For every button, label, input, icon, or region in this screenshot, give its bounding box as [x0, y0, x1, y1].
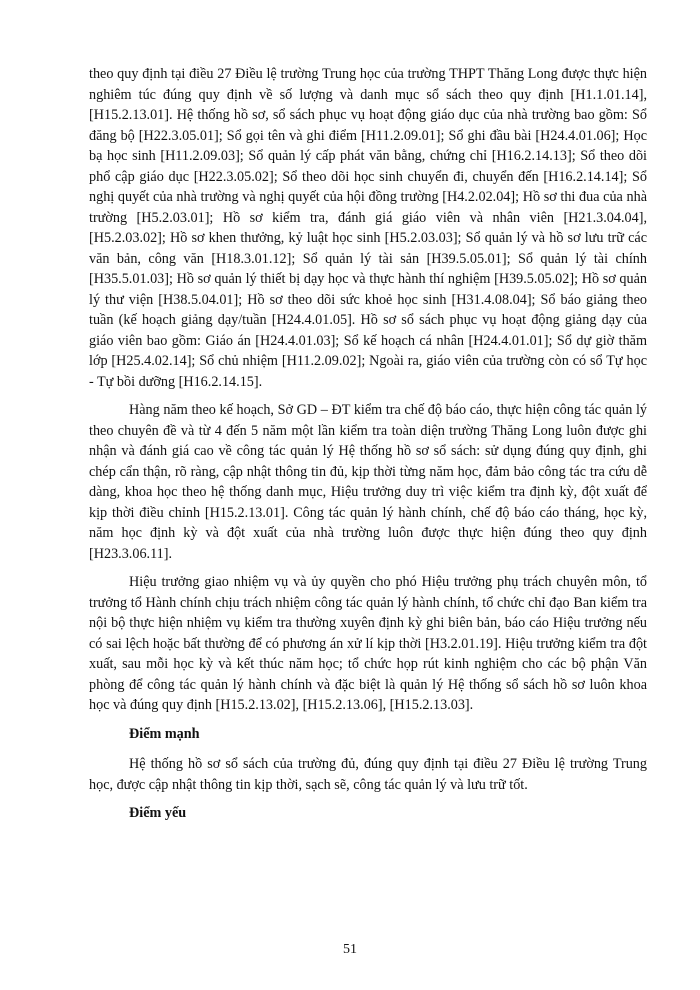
paragraph-inspection: Hàng năm theo kế hoạch, Sở GD – ĐT kiểm tra chế độ báo cáo, thực hiện công tác quản lý theo chuyên đề và từ 4 đến 5 năm một lần kiểm tra toàn diện trường Thăng Long luôn được ghi nhận và đánh giá cao về công tác quản lý Hệ thống hồ sơ sổ sách: sử dụng đúng quy định, ghi chép cẩn thận, rõ ràng, cập nhật thông tin đủ, kịp thời từng năm học, đảm bảo công tác tra cứu dễ dàng, khoa học theo hệ thống danh mục, Hiệu trưởng duy trì việc kiểm tra định kỳ, đột xuất để kịp thời điều chỉnh [H15.2.13.01]. Công tác quản lý hành chính, chế độ báo cáo tháng, học kỳ, năm học định kỳ và đột xuất của nhà trường luôn được thực hiện đúng theo quy định [H23.3.06.11].	[89, 402, 647, 562]
strengths-paragraph: Hệ thống hồ sơ sổ sách của trường đủ, đúng quy định tại điều 27 Điều lệ trường Trung học, được cập nhật thông tin kịp thời, sạch sẽ, công tác quản lý và lưu trữ tốt.	[89, 756, 647, 793]
page-body	[89, 64, 647, 834]
page-number: 51	[343, 942, 357, 957]
paragraph-continuation: theo quy định tại điều 27 Điều lệ trường Trung học của trường THPT Thăng Long được thực hiện nghiêm túc đúng quy định về số lượng và danh mục sổ sách theo quy định [H1.1.01.14], [H15.2.13.01]. Hệ thống hồ sơ, sổ sách phục vụ hoạt động giáo dục của nhà trường bao gồm: Sổ đăng bộ [H22.3.05.01]; Sổ gọi tên và ghi điểm [H11.2.09.01]; Sổ ghi đầu bài [H24.4.01.06]; Học bạ học sinh [H11.2.09.03]; Sổ quản lý cấp phát văn bằng, chứng chỉ [H16.2.14.13]; Sổ theo dõi phổ cập giáo dục [H22.3.05.02]; Sổ theo dõi học sinh chuyển đi, chuyển đến [H16.2.14.14]; Sổ nghị quyết của nhà trường và nghị quyết của hội đồng trường [H4.2.02.04]; Hồ sơ thi đua của nhà trường [H5.2.03.01]; Hồ sơ kiểm tra, đánh giá giáo viên và nhân viên [H21.3.04.04], [H5.2.03.02]; Hồ sơ khen thưởng, kỷ luật học sinh [H5.2.03.03]; Sổ quản lý và hồ sơ lưu trữ các văn bản, công văn [H18.3.01.12]; Sổ quản lý tài sản [H39.5.05.01]; Sổ quản lý tài chính [H35.5.01.03]; Hồ sơ quản lý thiết bị dạy học và thực hành thí nghiệm [H39.5.05.02]; Hồ sơ quản lý thư viện [H38.5.04.01]; Hồ sơ theo dõi sức khoẻ học sinh [H31.4.08.04]; Sổ báo giảng theo tuần (kế hoạch giảng dạy/tuần [H24.4.01.05]. Hồ sơ sổ sách phục vụ hoạt động giảng dạy của giáo viên bao gồm: Giáo án [H24.4.01.03]; Sổ kế hoạch cá nhân [H24.4.01.01]; Sổ dự giờ thăm lớp [H25.4.02.14]; Sổ chủ nhiệm [H11.2.09.02]; Ngoài ra, giáo viên của trường còn có sổ Tự học - Tự bồi dưỡng [H16.2.14.15].	[89, 66, 647, 390]
paragraph-delegation: Hiệu trưởng giao nhiệm vụ và ủy quyền cho phó Hiệu trưởng phụ trách chuyên môn, tổ trưởng tổ Hành chính chịu trách nhiệm công tác quản lý hành chính, tổ chức chỉ đạo Ban kiểm tra nội bộ thực hiện nhiệm vụ kiểm tra thường xuyên định kỳ ghi biên bản, báo cáo Hiệu trưởng nếu có sai lệch hoặc bất thường để có phương án xử lí kịp thời [H3.2.01.19]. Hiệu trưởng kiểm tra đột xuất, sau mỗi học kỳ và kết thúc năm học; tổ chức họp rút kinh nghiệm cho các bộ phận Văn phòng để công tác quản lý hành chính và đặc biệt là quản lý Hệ thống sổ sách hồ sơ luôn khoa học và đúng quy định [H15.2.13.02], [H15.2.13.06], [H15.2.13.03].	[89, 574, 647, 713]
strengths-heading: Điểm mạnh	[129, 725, 200, 742]
weaknesses-heading: Điểm yếu	[129, 805, 187, 821]
